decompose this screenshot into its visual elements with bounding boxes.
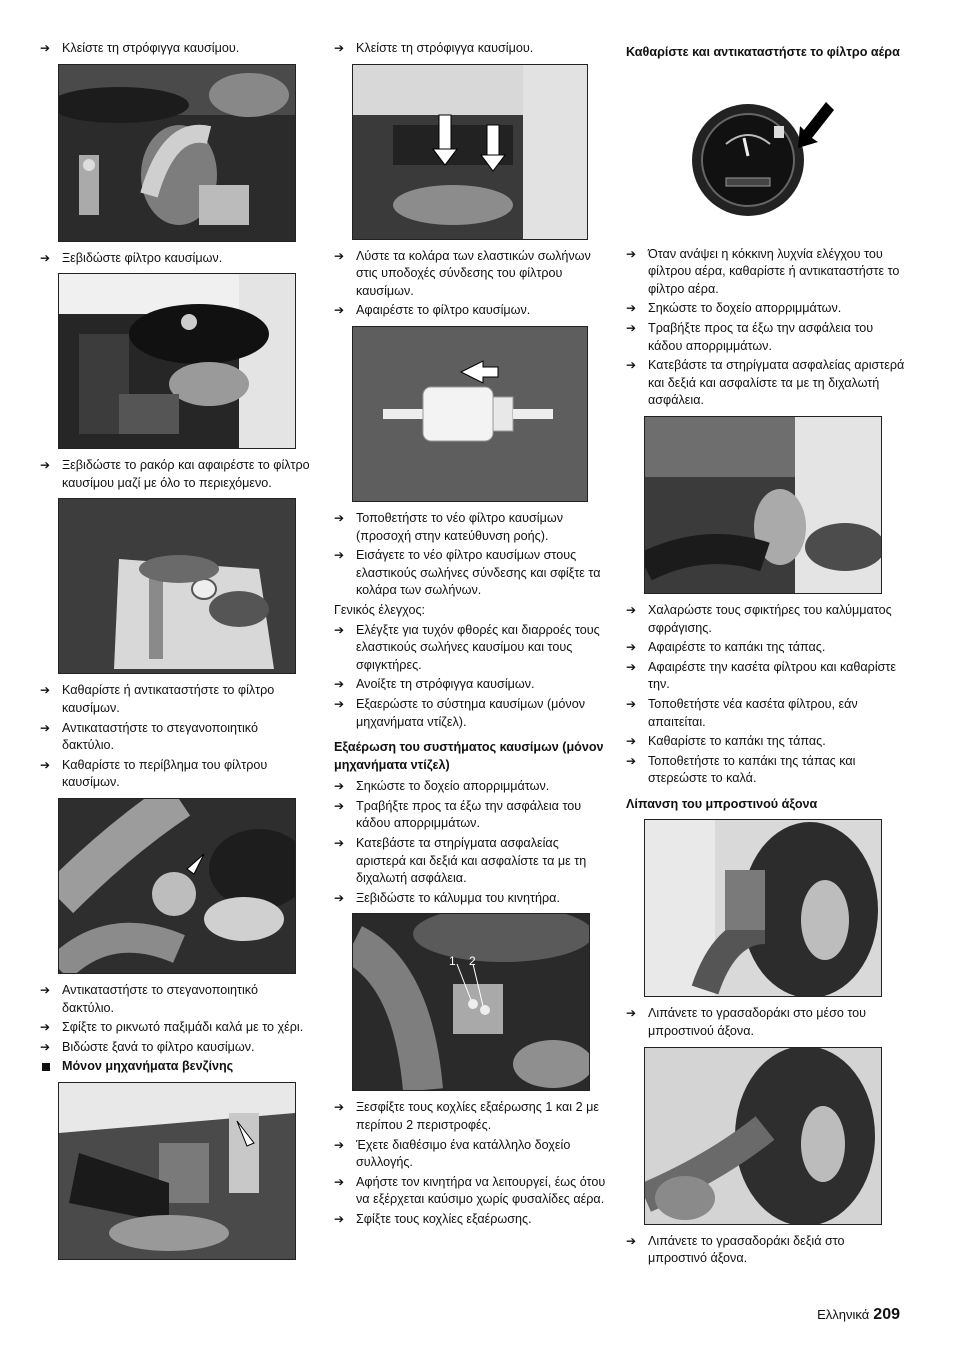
arrow-right-icon: ➔ bbox=[334, 836, 345, 851]
arrow-right-icon: ➔ bbox=[334, 1212, 345, 1226]
arrow-right-icon: ➔ bbox=[40, 41, 51, 55]
arrow-right-icon: ➔ bbox=[334, 890, 345, 905]
arrow-right-icon: ➔ bbox=[334, 779, 345, 794]
arrow-right-icon: ➔ bbox=[334, 798, 345, 813]
step: ➔ Όταν ανάψει η κόκκινη λυχνία ελέγχου του φίλτρου αέρα, καθαρίστε ή αντικαταστήστε το φίλτρο αέρα. bbox=[626, 246, 900, 296]
arrow-right-icon: ➔ bbox=[40, 720, 51, 735]
column-2 bbox=[334, 40, 606, 1231]
photo-bleed-screws bbox=[352, 913, 590, 1091]
arrow-right-icon: ➔ bbox=[40, 1020, 51, 1035]
photo-hose-clamps bbox=[352, 64, 588, 240]
step: ➔ Τοποθετήστε το καπάκι της τάπας και στερεώστε το καλά. bbox=[626, 753, 856, 786]
photo-front-axle-right bbox=[644, 1047, 882, 1225]
photo-new-fuel-filter bbox=[352, 326, 588, 502]
photo-petrol-fuel-tap bbox=[58, 1082, 296, 1260]
arrow-right-icon: ➔ bbox=[334, 303, 345, 318]
step: ➔ Κατεβάστε τα στηρίγματα ασφαλείας αριστερά και δεξιά και ασφαλίστε τα με τη διχαλωτή ασφάλεια. bbox=[626, 358, 905, 408]
photo-fuel-tap bbox=[58, 64, 296, 242]
step: ➔ Λιπάνετε το γρασαδοράκι δεξιά στο μπροστινό άξονα. bbox=[626, 1233, 845, 1266]
arrow-right-icon: ➔ bbox=[334, 248, 345, 263]
step: ➔ Σηκώστε το δοχείο απορριμμάτων. bbox=[334, 778, 606, 796]
arrow-right-icon: ➔ bbox=[40, 1039, 51, 1054]
arrow-right-icon: ➔ bbox=[334, 510, 345, 525]
step: ➔ Έχετε διαθέσιμο ένα κατάλληλο δοχείο συλλογής. bbox=[334, 1137, 571, 1170]
arrow-right-icon: ➔ bbox=[334, 696, 345, 711]
step: ➔ Ξεσφίξτε τους κοχλίες εξαέρωσης 1 και 2 με περίπου 2 περιστροφές. bbox=[334, 1100, 599, 1133]
callout-label-1: 1 bbox=[449, 954, 456, 969]
gauge-figure bbox=[688, 96, 858, 216]
page-footer bbox=[817, 1306, 900, 1324]
arrow-right-icon: ➔ bbox=[626, 659, 637, 674]
photo-filter-housing bbox=[58, 798, 296, 974]
arrow-right-icon: ➔ bbox=[626, 246, 637, 261]
photo-front-axle-middle bbox=[644, 819, 882, 997]
photo-fuel-filter-unscrew bbox=[58, 273, 296, 449]
step: ➔ Βιδώστε ξανά το φίλτρο καυσίμων. bbox=[40, 1039, 310, 1057]
step: ➔ Ανοίξτε τη στρόφιγγα καυσίμων. bbox=[334, 676, 606, 694]
callout-label-2: 2 bbox=[469, 954, 476, 969]
arrow-right-icon: ➔ bbox=[626, 602, 637, 617]
step: ➔ Αντικαταστήστε το στεγανοποιητικό δακτύλιο. bbox=[40, 982, 258, 1015]
arrow-right-icon: ➔ bbox=[40, 250, 51, 265]
step: ➔ Καθαρίστε το περίβλημα του φίλτρου καυσίμων. bbox=[40, 757, 268, 790]
step: ➔ Κλείστε τη στρόφιγγα καυσίμου. bbox=[334, 40, 606, 58]
step: ➔ Χαλαρώστε τους σφικτήρες του καλύμματος σφράγισης. bbox=[626, 602, 892, 635]
arrow-right-icon: ➔ bbox=[40, 683, 51, 698]
step: ➔ Λύστε τα κολάρα των ελαστικών σωλήνων στις υποδοχές σύνδεσης του φίλτρου καυσίμων. bbox=[334, 248, 591, 298]
arrow-right-icon: ➔ bbox=[626, 320, 637, 335]
arrow-right-icon: ➔ bbox=[334, 1137, 345, 1152]
photo-filter-on-cloth bbox=[58, 498, 296, 674]
column-1 bbox=[40, 40, 310, 1268]
general-check-label: Γενικός έλεγχος: bbox=[334, 602, 426, 617]
arrow-right-icon: ➔ bbox=[334, 548, 345, 563]
arrow-right-icon: ➔ bbox=[626, 358, 637, 373]
arrow-right-icon: ➔ bbox=[40, 757, 51, 772]
step: ➔ Αφήστε τον κινητήρα να λειτουργεί, έως ότου να εξέρχεται καύσιμο χωρίς φυσαλίδες αέρα. bbox=[334, 1174, 606, 1207]
section-heading-front-axle: Λίπανση του μπροστινού άξονα bbox=[626, 796, 818, 811]
arrow-right-icon: ➔ bbox=[626, 734, 637, 749]
step: ➔ Αφαιρέστε το φίλτρο καυσίμων. bbox=[334, 302, 606, 320]
arrow-right-icon: ➔ bbox=[334, 677, 345, 692]
step: ➔ Αφαιρέστε την κασέτα φίλτρου και καθαρίστε την. bbox=[626, 659, 896, 692]
step: ➔ Κλείστε τη στρόφιγγα καυσίμου. bbox=[40, 40, 310, 58]
step: ➔ Ελέγξτε για τυχόν φθορές και διαρροές τους ελαστικούς σωλήνες καυσίμου και τους σφιγκτήρες. bbox=[334, 622, 600, 672]
arrow-right-icon: ➔ bbox=[626, 753, 637, 768]
footer-language: Ελληνικά bbox=[817, 1307, 870, 1322]
step: ➔ Καθαρίστε το καπάκι της τάπας. bbox=[626, 733, 906, 751]
step: ➔ Εισάγετε το νέο φίλτρο καυσίμων στους ελαστικούς σωλήνες σύνδεσης και σφίξτε τα κολάρα των σωλήνων. bbox=[334, 548, 601, 598]
photo-air-filter-housing bbox=[644, 416, 882, 594]
arrow-right-icon: ➔ bbox=[626, 1233, 637, 1248]
step: ➔ Κατεβάστε τα στηρίγματα ασφαλείας αριστερά και δεξιά και ασφαλίστε τα με τη διχαλωτή ασφάλεια. bbox=[334, 836, 587, 886]
section-heading-air-filter: Καθαρίστε και αντικαταστήστε το φίλτρο αέρα bbox=[626, 45, 900, 59]
step: ➔ Εξαερώστε το σύστημα καυσίμων (μόνον μηχανήματα ντίζελ). bbox=[334, 696, 586, 729]
step: ➔ Ξεβιδώστε το ρακόρ και αφαιρέστε το φίλτρο καυσίμου μαζί με όλο το περιεχόμενο. bbox=[40, 458, 310, 490]
step: ➔ Λιπάνετε το γρασαδοράκι στο μέσο του μπροστινού άξονα. bbox=[626, 1006, 867, 1039]
arrow-right-icon: ➔ bbox=[334, 1174, 345, 1189]
step: ➔ Καθαρίστε ή αντικαταστήστε το φίλτρο καυσίμων. bbox=[40, 683, 275, 715]
arrow-right-icon: ➔ bbox=[334, 622, 345, 637]
arrow-right-icon: ➔ bbox=[334, 41, 345, 55]
arrow-right-icon: ➔ bbox=[40, 458, 51, 473]
arrow-right-icon: ➔ bbox=[40, 982, 51, 997]
step: ➔ Τοποθετήστε το νέο φίλτρο καυσίμων (προσοχή στην κατεύθυνση ροής). bbox=[334, 510, 563, 543]
column-3 bbox=[626, 40, 906, 1270]
step: ➔ Αντικαταστήστε το στεγανοποιητικό δακτύλιο. bbox=[40, 720, 258, 753]
step: ➔ Ξεβιδώστε το κάλυμμα του κινητήρα. bbox=[334, 890, 606, 908]
step: ➔ Σηκώστε το δοχείο απορριμμάτων. bbox=[626, 300, 906, 318]
step: ➔ Σφίξτε τους κοχλίες εξαέρωσης. bbox=[334, 1211, 606, 1229]
step: ➔ Τοποθετήστε νέα κασέτα φίλτρου, εάν απαιτείται. bbox=[626, 696, 858, 729]
arrow-right-icon: ➔ bbox=[626, 696, 637, 711]
section-heading-bleeding: Εξαέρωση του συστήματος καυσίμων (μόνον μηχανήματα ντίζελ) bbox=[334, 740, 604, 772]
air-filter-gauge-icon bbox=[688, 96, 858, 216]
page-number: 209 bbox=[873, 1306, 900, 1323]
arrow-right-icon: ➔ bbox=[334, 1100, 345, 1115]
arrow-right-icon: ➔ bbox=[626, 640, 637, 655]
step: ➔ Τραβήξτε προς τα έξω την ασφάλεια του κάδου απορριμμάτων. bbox=[626, 320, 874, 353]
step: ➔ Σφίξτε το ρικνωτό παξιμάδι καλά με το χέρι. bbox=[40, 1019, 310, 1037]
step: ➔ Αφαιρέστε το καπάκι της τάπας. bbox=[626, 639, 906, 657]
step: ➔ Τραβήξτε προς τα έξω την ασφάλεια του κάδου απορριμμάτων. bbox=[334, 798, 582, 831]
arrow-right-icon: ➔ bbox=[626, 1006, 637, 1021]
square-bullet-icon bbox=[42, 1063, 50, 1071]
petrol-only-bullet: Μόνον μηχανήματα βενζίνης bbox=[40, 1058, 310, 1076]
step: ➔ Ξεβιδώστε φίλτρο καυσίμων. bbox=[40, 250, 310, 268]
arrow-right-icon: ➔ bbox=[626, 301, 637, 316]
